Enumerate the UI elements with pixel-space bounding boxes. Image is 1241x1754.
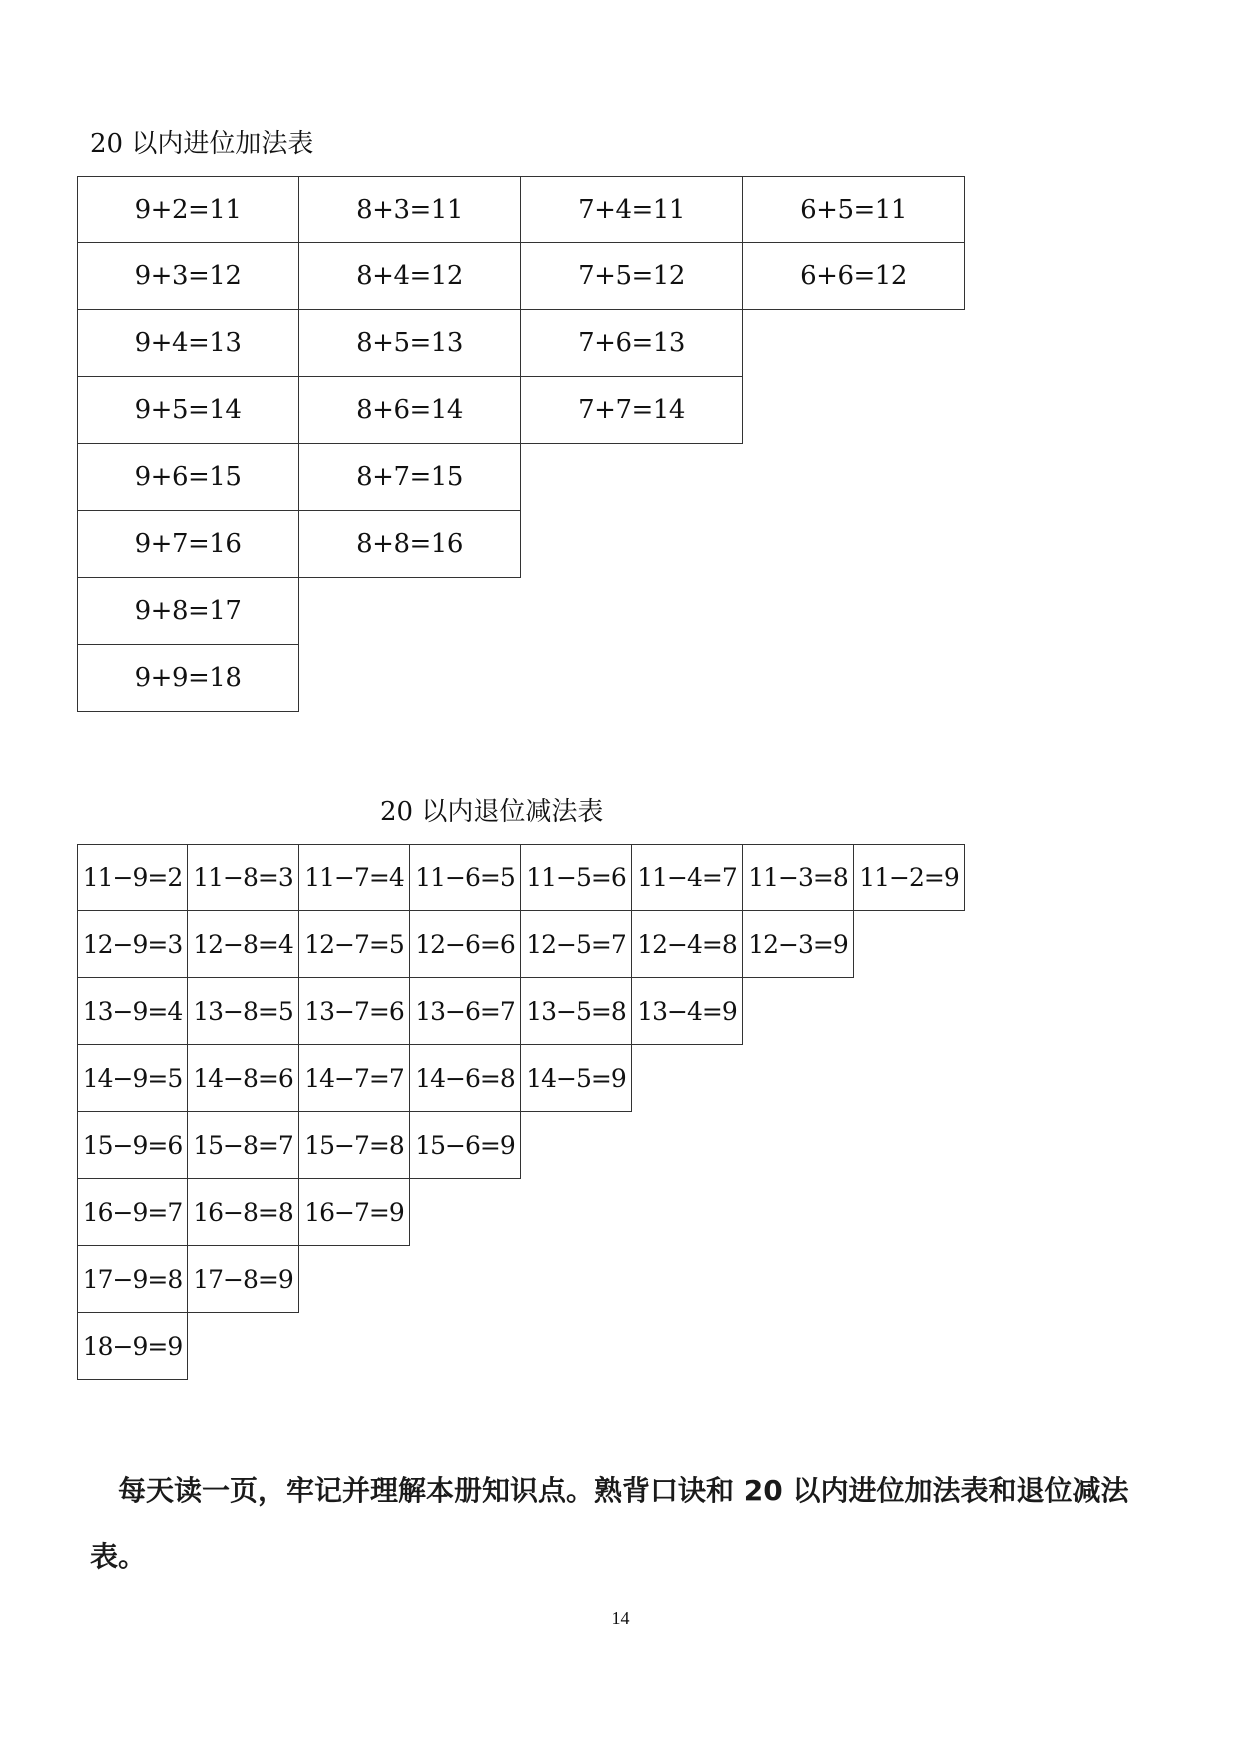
table-cell: 7+6=13 xyxy=(521,310,743,377)
table-cell: 9+4=13 xyxy=(77,310,299,377)
table-cell: 11−2=9 xyxy=(854,844,965,911)
table-cell: 13−9=4 xyxy=(77,978,188,1045)
table-cell: 16−9=7 xyxy=(77,1179,188,1246)
table-cell: 15−6=9 xyxy=(410,1112,521,1179)
table-row xyxy=(77,243,965,310)
table-cell: 8+7=15 xyxy=(299,444,521,511)
table-cell: 17−9=8 xyxy=(77,1246,188,1313)
table-cell: 11−3=8 xyxy=(743,844,854,911)
table-row xyxy=(77,844,965,911)
table-row xyxy=(77,444,965,511)
table-row xyxy=(77,578,965,645)
table-row xyxy=(77,1179,965,1246)
table-cell: 9+6=15 xyxy=(77,444,299,511)
table-cell: 8+8=16 xyxy=(299,511,521,578)
table-cell: 9+5=14 xyxy=(77,377,299,444)
table-cell: 6+6=12 xyxy=(743,243,965,310)
table-row xyxy=(77,1112,965,1179)
table-cell: 14−8=6 xyxy=(188,1045,299,1112)
table-cell: 7+4=11 xyxy=(521,176,743,243)
table-row xyxy=(77,978,965,1045)
table-cell: 8+6=14 xyxy=(299,377,521,444)
table-cell: 15−9=6 xyxy=(77,1112,188,1179)
table-cell: 12−6=6 xyxy=(410,911,521,978)
table-cell: 13−8=5 xyxy=(188,978,299,1045)
table-cell: 13−5=8 xyxy=(521,978,632,1045)
table-row xyxy=(77,1045,965,1112)
table-cell: 12−5=7 xyxy=(521,911,632,978)
table-cell: 8+4=12 xyxy=(299,243,521,310)
table-cell: 6+5=11 xyxy=(743,176,965,243)
table-cell: 8+3=11 xyxy=(299,176,521,243)
subtraction-table xyxy=(77,844,965,1380)
table-cell: 8+5=13 xyxy=(299,310,521,377)
table-row xyxy=(77,176,965,243)
table-cell: 9+9=18 xyxy=(77,645,299,712)
table-cell: 7+5=12 xyxy=(521,243,743,310)
table-cell: 11−6=5 xyxy=(410,844,521,911)
addition-table-title: 20 以内进位加法表 xyxy=(90,129,314,159)
table-row xyxy=(77,511,965,578)
table-row xyxy=(77,911,965,978)
table-cell: 13−7=6 xyxy=(299,978,410,1045)
subtraction-table-title: 20 以内退位减法表 xyxy=(380,797,604,827)
table-cell: 7+7=14 xyxy=(521,377,743,444)
table-cell: 11−9=2 xyxy=(77,844,188,911)
study-instruction-paragraph: 每天读一页，牢记并理解本册知识点。熟背口诀和 20 以内进位加法表和退位减法表。 xyxy=(90,1474,1129,1573)
table-cell: 11−5=6 xyxy=(521,844,632,911)
table-cell: 9+3=12 xyxy=(77,243,299,310)
table-cell: 18−9=9 xyxy=(77,1313,188,1380)
table-cell: 16−7=9 xyxy=(299,1179,410,1246)
table-row xyxy=(77,1313,965,1380)
table-cell: 14−7=7 xyxy=(299,1045,410,1112)
table-cell: 9+7=16 xyxy=(77,511,299,578)
table-cell: 12−3=9 xyxy=(743,911,854,978)
table-cell: 9+2=11 xyxy=(77,176,299,243)
table-cell: 13−4=9 xyxy=(632,978,743,1045)
table-cell: 9+8=17 xyxy=(77,578,299,645)
table-row xyxy=(77,377,965,444)
table-cell: 17−8=9 xyxy=(188,1246,299,1313)
table-row xyxy=(77,645,965,712)
table-cell: 13−6=7 xyxy=(410,978,521,1045)
table-cell: 12−9=3 xyxy=(77,911,188,978)
table-cell: 12−7=5 xyxy=(299,911,410,978)
page-number: 14 xyxy=(611,1608,630,1628)
table-cell: 14−5=9 xyxy=(521,1045,632,1112)
table-cell: 11−7=4 xyxy=(299,844,410,911)
table-row xyxy=(77,310,965,377)
addition-table xyxy=(77,176,965,712)
table-cell: 16−8=8 xyxy=(188,1179,299,1246)
table-cell: 12−8=4 xyxy=(188,911,299,978)
table-row xyxy=(77,1246,965,1313)
table-cell: 15−7=8 xyxy=(299,1112,410,1179)
table-cell: 12−4=8 xyxy=(632,911,743,978)
table-cell: 15−8=7 xyxy=(188,1112,299,1179)
table-cell: 14−9=5 xyxy=(77,1045,188,1112)
table-cell: 14−6=8 xyxy=(410,1045,521,1112)
table-cell: 11−8=3 xyxy=(188,844,299,911)
table-cell: 11−4=7 xyxy=(632,844,743,911)
